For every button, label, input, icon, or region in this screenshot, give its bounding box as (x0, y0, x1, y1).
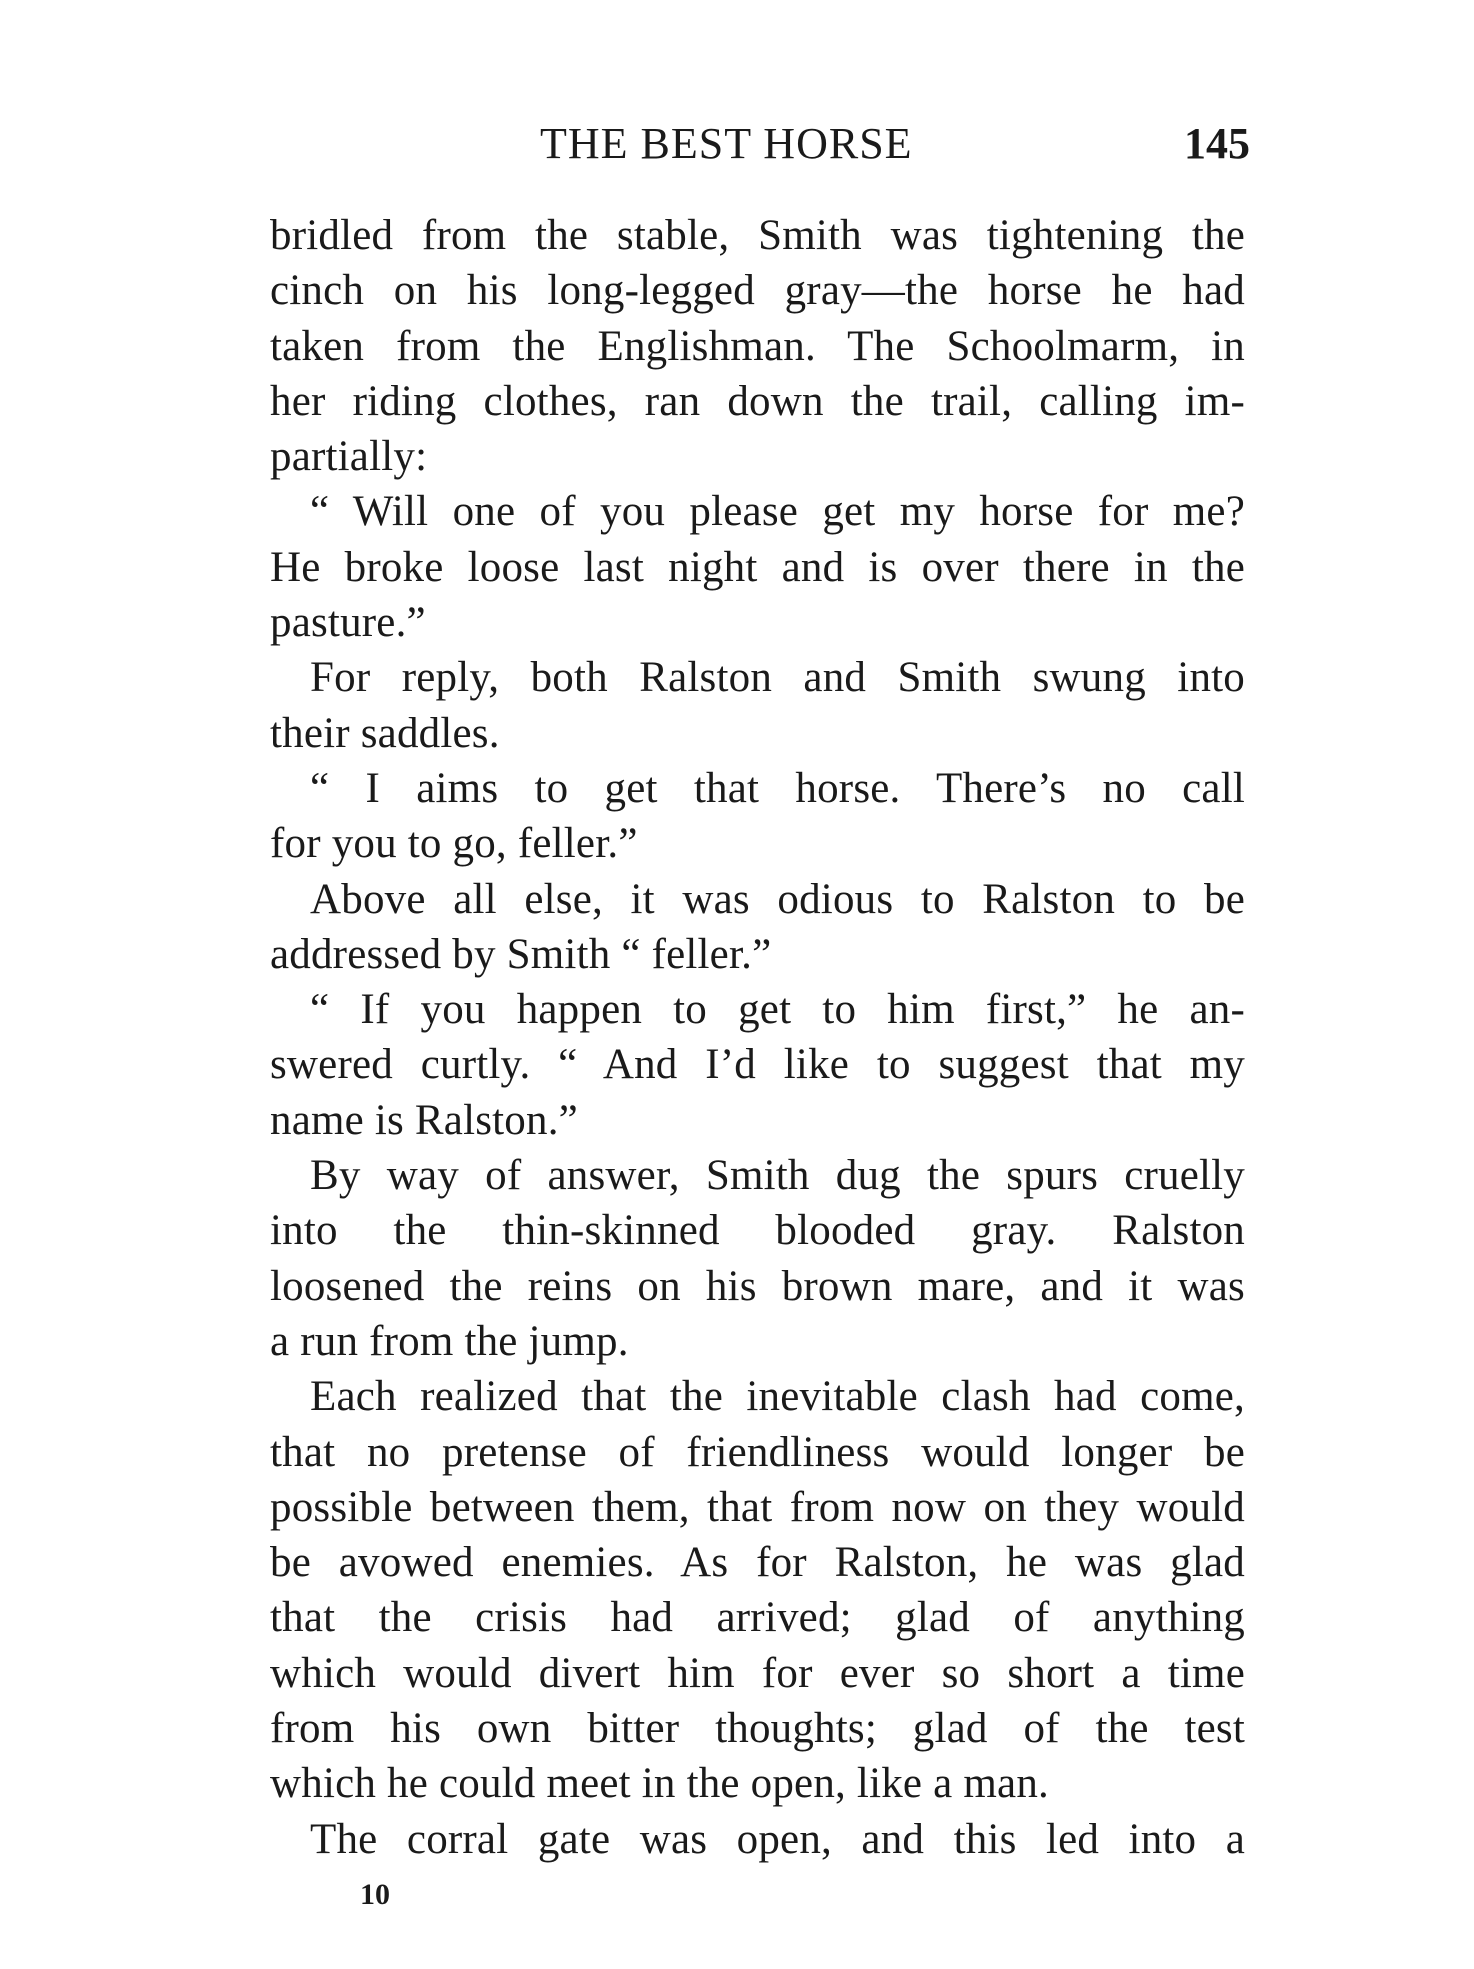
text-line: “ I aims to get that horse. There’s no call (310, 764, 1245, 812)
text-line: He broke loose last night and is over there in the (270, 543, 1245, 591)
text-line: partially: (270, 433, 428, 481)
text-line: into the thin-skinned blooded gray. Ralston (270, 1207, 1245, 1255)
text-line: be avowed enemies. As for Ralston, he was glad (270, 1539, 1245, 1587)
text-line: “ Will one of you please get my horse for me? (310, 488, 1245, 536)
text-line: By way of answer, Smith dug the spurs cruelly (310, 1152, 1245, 1200)
text-line: Above all else, it was odious to Ralston to be (310, 875, 1245, 923)
text-line: their saddles. (270, 709, 500, 757)
text-line: which would divert him for ever so short a time (270, 1649, 1245, 1697)
text-line: Each realized that the inevitable clash had come, (310, 1373, 1245, 1421)
text-line: swered curtly. “ And I’d like to suggest that my (270, 1041, 1245, 1089)
text-line: loosened the reins on his brown mare, and it was (270, 1262, 1245, 1310)
text-line: from his own bitter thoughts; glad of the test (270, 1705, 1245, 1753)
text-line: a run from the jump. (270, 1317, 629, 1365)
text-line: addressed by Smith “ feller.” (270, 930, 772, 978)
body-text (270, 208, 1245, 1867)
text-line: possible between them, that from now on they would (270, 1483, 1245, 1531)
text-line: taken from the Englishman. The Schoolmarm, in (270, 322, 1245, 370)
text-line: pasture.” (270, 599, 426, 647)
text-line: bridled from the stable, Smith was tightening the (270, 212, 1245, 259)
text-line: which he could meet in the open, like a man. (270, 1760, 1049, 1808)
text-line: cinch on his long-legged gray—the horse he had (270, 267, 1245, 315)
running-title: THE BEST HORSE (540, 119, 913, 168)
text-line: that no pretense of friendliness would longer be (270, 1428, 1245, 1476)
page-number: 145 (1184, 119, 1250, 168)
running-header (270, 118, 1250, 178)
text-line: that the crisis had arrived; glad of anything (270, 1594, 1245, 1642)
signature-mark: 10 (360, 1878, 390, 1911)
text-line: For reply, both Ralston and Smith swung into (310, 654, 1245, 702)
text-line: “ If you happen to get to him first,” he an- (310, 986, 1245, 1034)
text-line: for you to go, feller.” (270, 820, 638, 868)
text-line: her riding clothes, ran down the trail, calling im- (270, 377, 1245, 425)
text-line: The corral gate was open, and this led into a (310, 1815, 1245, 1863)
text-line: name is Ralston.” (270, 1096, 578, 1144)
